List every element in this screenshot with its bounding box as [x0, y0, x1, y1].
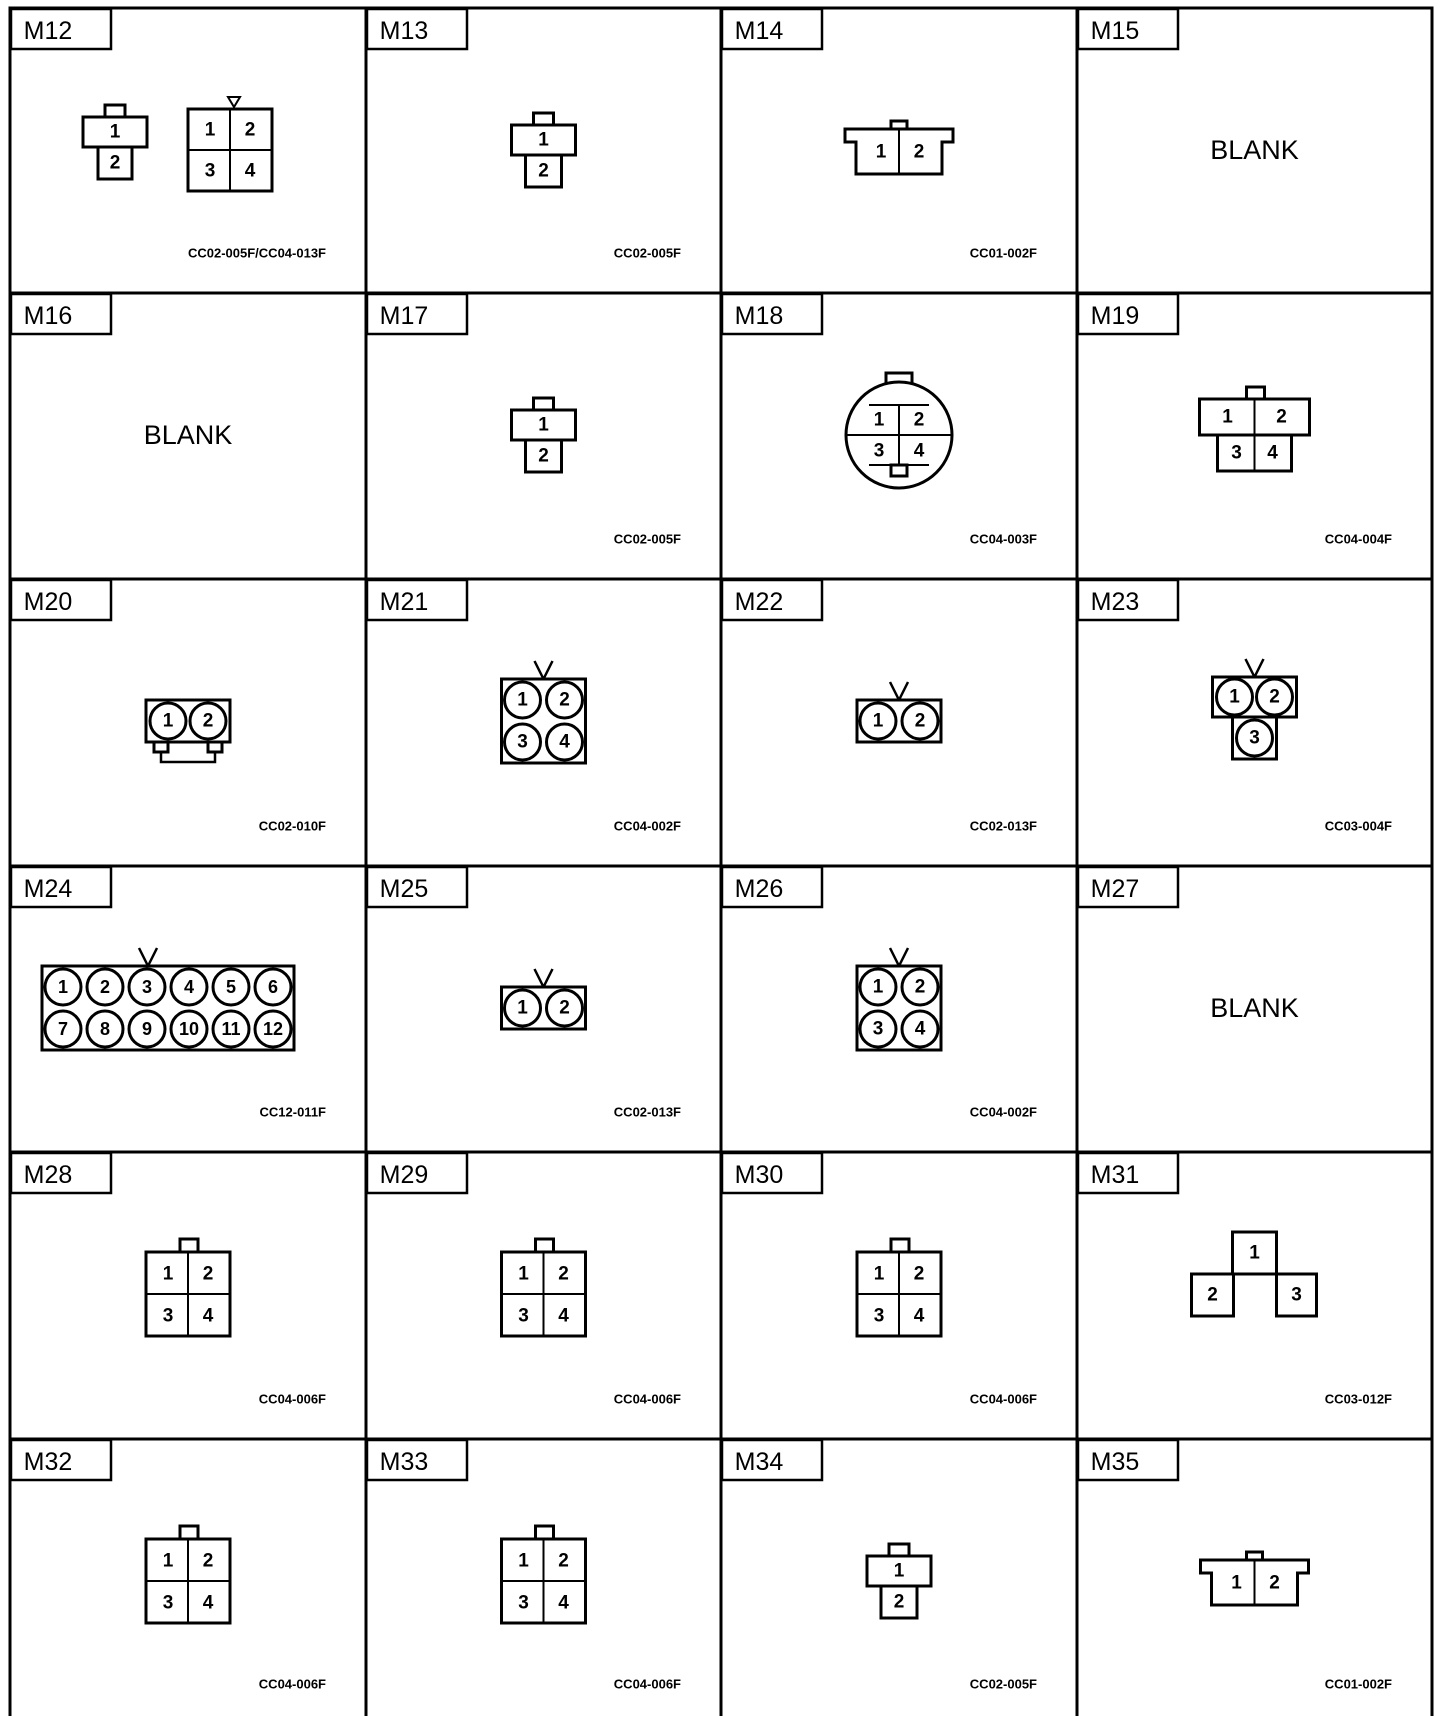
pin-number: 2: [202, 1263, 214, 1285]
cell-id: M32: [23, 1448, 73, 1476]
pin-number: 3: [518, 1592, 529, 1614]
pin-number: 3: [141, 977, 153, 997]
connector-code: CC02-013F: [613, 1104, 681, 1120]
connector-diagram: [146, 1526, 230, 1623]
pin-number: 4: [558, 1592, 569, 1614]
pin-number: 2: [893, 1591, 905, 1613]
pin-number: 1: [162, 1550, 174, 1572]
pin-number: 3: [1249, 727, 1260, 749]
pin-number: 6: [267, 977, 279, 997]
pin-number: 2: [1276, 406, 1287, 428]
cell-id: M24: [23, 875, 73, 903]
pin-number: 10: [178, 1019, 200, 1039]
pin-number: 9: [141, 1019, 153, 1039]
pin-number: 2: [913, 409, 925, 431]
pin-number: 2: [538, 445, 549, 467]
pin-number: 5: [225, 977, 237, 997]
locking-tab: [534, 113, 554, 125]
cell-id: M33: [379, 1448, 429, 1476]
cell-id: M15: [1090, 17, 1140, 45]
locking-tab: [536, 1239, 554, 1252]
pin-number: 2: [914, 976, 926, 998]
cell-id: M31: [1090, 1161, 1140, 1189]
cell-id: M13: [379, 17, 429, 45]
pin-number: 8: [99, 1019, 111, 1039]
pin-number: 4: [914, 1018, 926, 1040]
locking-tab: [1247, 387, 1265, 399]
locking-tab: [105, 105, 125, 117]
connector-code: CC04-004F: [1324, 531, 1392, 547]
connector-code: CC02-005F/CC04-013F: [187, 245, 326, 261]
pin-number: 1: [873, 1263, 885, 1285]
pin-number: 1: [518, 1550, 529, 1572]
connector-code: CC04-006F: [258, 1391, 326, 1407]
pin-number: 3: [1231, 442, 1242, 464]
pin-number: 2: [558, 1550, 569, 1572]
connector-diagram: [857, 1239, 941, 1336]
connector-code: CC12-011F: [259, 1104, 326, 1120]
cell-id: M34: [734, 1448, 784, 1476]
pin-number: 1: [872, 710, 884, 732]
cell-id: M22: [734, 588, 784, 616]
locking-tab: [891, 465, 907, 476]
pin-number: 2: [559, 997, 570, 1019]
pin-number: 1: [517, 689, 528, 711]
pin-number: 2: [109, 152, 121, 174]
connector-code: CC04-006F: [613, 1676, 681, 1692]
pin-number: 1: [518, 1263, 529, 1285]
blank-label: BLANK: [143, 420, 233, 450]
pin-number: 2: [244, 119, 256, 141]
pin-number: 2: [202, 1550, 214, 1572]
pin-number: 1: [1231, 1572, 1242, 1594]
cell-id: M35: [1090, 1448, 1140, 1476]
connector-code: CC04-006F: [258, 1676, 326, 1692]
pin-number: 2: [559, 689, 570, 711]
pin-number: 3: [204, 160, 216, 182]
connector-code: CC03-012F: [1324, 1391, 1392, 1407]
cell-id: M23: [1090, 588, 1140, 616]
pin-number: 3: [162, 1592, 174, 1614]
blank-label: BLANK: [1210, 993, 1299, 1023]
pin-number: 4: [202, 1592, 214, 1614]
connector-code: CC04-002F: [613, 818, 681, 834]
cell-id: M14: [734, 17, 784, 45]
pin-number: 2: [202, 710, 214, 732]
pin-number: 12: [262, 1019, 284, 1039]
pin-number: 1: [875, 141, 887, 163]
cell-id: M25: [379, 875, 429, 903]
pin-number: 3: [873, 1305, 885, 1327]
pin-number: 3: [518, 1305, 529, 1327]
pin-number: 1: [57, 977, 69, 997]
pin-number: 4: [1267, 442, 1278, 464]
connector-code: CC03-004F: [1324, 818, 1392, 834]
connector-code: CC02-005F: [969, 1676, 1037, 1692]
pin-number: 3: [872, 1018, 884, 1040]
pin-number: 3: [873, 440, 885, 462]
cell-id: M12: [23, 17, 73, 45]
connector-code: CC01-002F: [969, 245, 1037, 261]
cell-id: M16: [23, 302, 73, 330]
connector-code: CC04-002F: [969, 1104, 1037, 1120]
locking-tab: [889, 1544, 909, 1556]
pin-number: 2: [914, 710, 926, 732]
pin-number: 1: [517, 997, 528, 1019]
locking-tab: [534, 398, 554, 410]
pin-number: 2: [99, 977, 111, 997]
locking-tab: [180, 1526, 198, 1539]
pin-number: 2: [558, 1263, 569, 1285]
pin-number: 1: [538, 414, 549, 436]
cell-id: M28: [23, 1161, 73, 1189]
connector-diagram: [845, 121, 953, 174]
pin-number: 1: [872, 976, 884, 998]
pin-number: 11: [221, 1019, 241, 1039]
pin-number: 2: [1269, 686, 1280, 708]
pin-number: 2: [1269, 1572, 1280, 1594]
pin-number: 1: [1229, 686, 1240, 708]
pin-number: 4: [913, 440, 925, 462]
pin-number: 4: [202, 1305, 214, 1327]
cell-id: M17: [379, 302, 429, 330]
pin-number: 2: [913, 1263, 925, 1285]
pin-number: 1: [204, 119, 216, 141]
pin-number: 3: [517, 731, 528, 753]
pin-number: 1: [162, 710, 174, 732]
locking-tab: [180, 1239, 198, 1252]
pin-number: 1: [1249, 1242, 1260, 1264]
connector-code: CC01-002F: [1324, 1676, 1392, 1692]
connector-code: CC04-006F: [613, 1391, 681, 1407]
cell-id: M20: [23, 588, 73, 616]
pin-number: 1: [873, 409, 885, 431]
connector-code: CC02-010F: [258, 818, 326, 834]
pin-number: 1: [538, 129, 549, 151]
connector-code: CC02-013F: [969, 818, 1037, 834]
cell-id: M19: [1090, 302, 1140, 330]
pin-number: 1: [162, 1263, 174, 1285]
pin-number: 4: [913, 1305, 925, 1327]
pin-number: 4: [559, 731, 570, 753]
pin-number: 1: [1222, 406, 1233, 428]
connector-diagram: [146, 1239, 230, 1336]
pin-number: 4: [558, 1305, 569, 1327]
locking-tab: [536, 1526, 554, 1539]
pin-number: 1: [893, 1560, 905, 1582]
connector-diagram: [1200, 387, 1310, 471]
cell-id: M18: [734, 302, 784, 330]
cell-id: M21: [379, 588, 429, 616]
connector-diagram: [502, 1239, 586, 1336]
connector-code: CC04-006F: [969, 1391, 1037, 1407]
connector-code: CC02-005F: [613, 245, 681, 261]
locking-tab: [891, 1239, 909, 1252]
cell-id: M27: [1090, 875, 1140, 903]
pin-number: 1: [109, 121, 121, 143]
pin-number: 2: [1207, 1284, 1218, 1306]
pin-number: 3: [162, 1305, 174, 1327]
pin-number: 3: [1291, 1284, 1302, 1306]
pin-number: 2: [538, 160, 549, 182]
cell-id: M30: [734, 1161, 784, 1189]
pin-number: 4: [183, 977, 195, 997]
pin-number: 4: [244, 160, 256, 182]
connector-diagram: [502, 1526, 586, 1623]
blank-label: BLANK: [1210, 135, 1299, 165]
clip: [154, 742, 168, 752]
pin-number: 2: [913, 141, 925, 163]
clip: [208, 742, 222, 752]
cell-id: M26: [734, 875, 784, 903]
connector-code: CC02-005F: [613, 531, 681, 547]
connector-diagram: [1201, 1552, 1309, 1605]
pin-number: 7: [57, 1019, 69, 1039]
cell-id: M29: [379, 1161, 429, 1189]
connector-code: CC04-003F: [969, 531, 1037, 547]
